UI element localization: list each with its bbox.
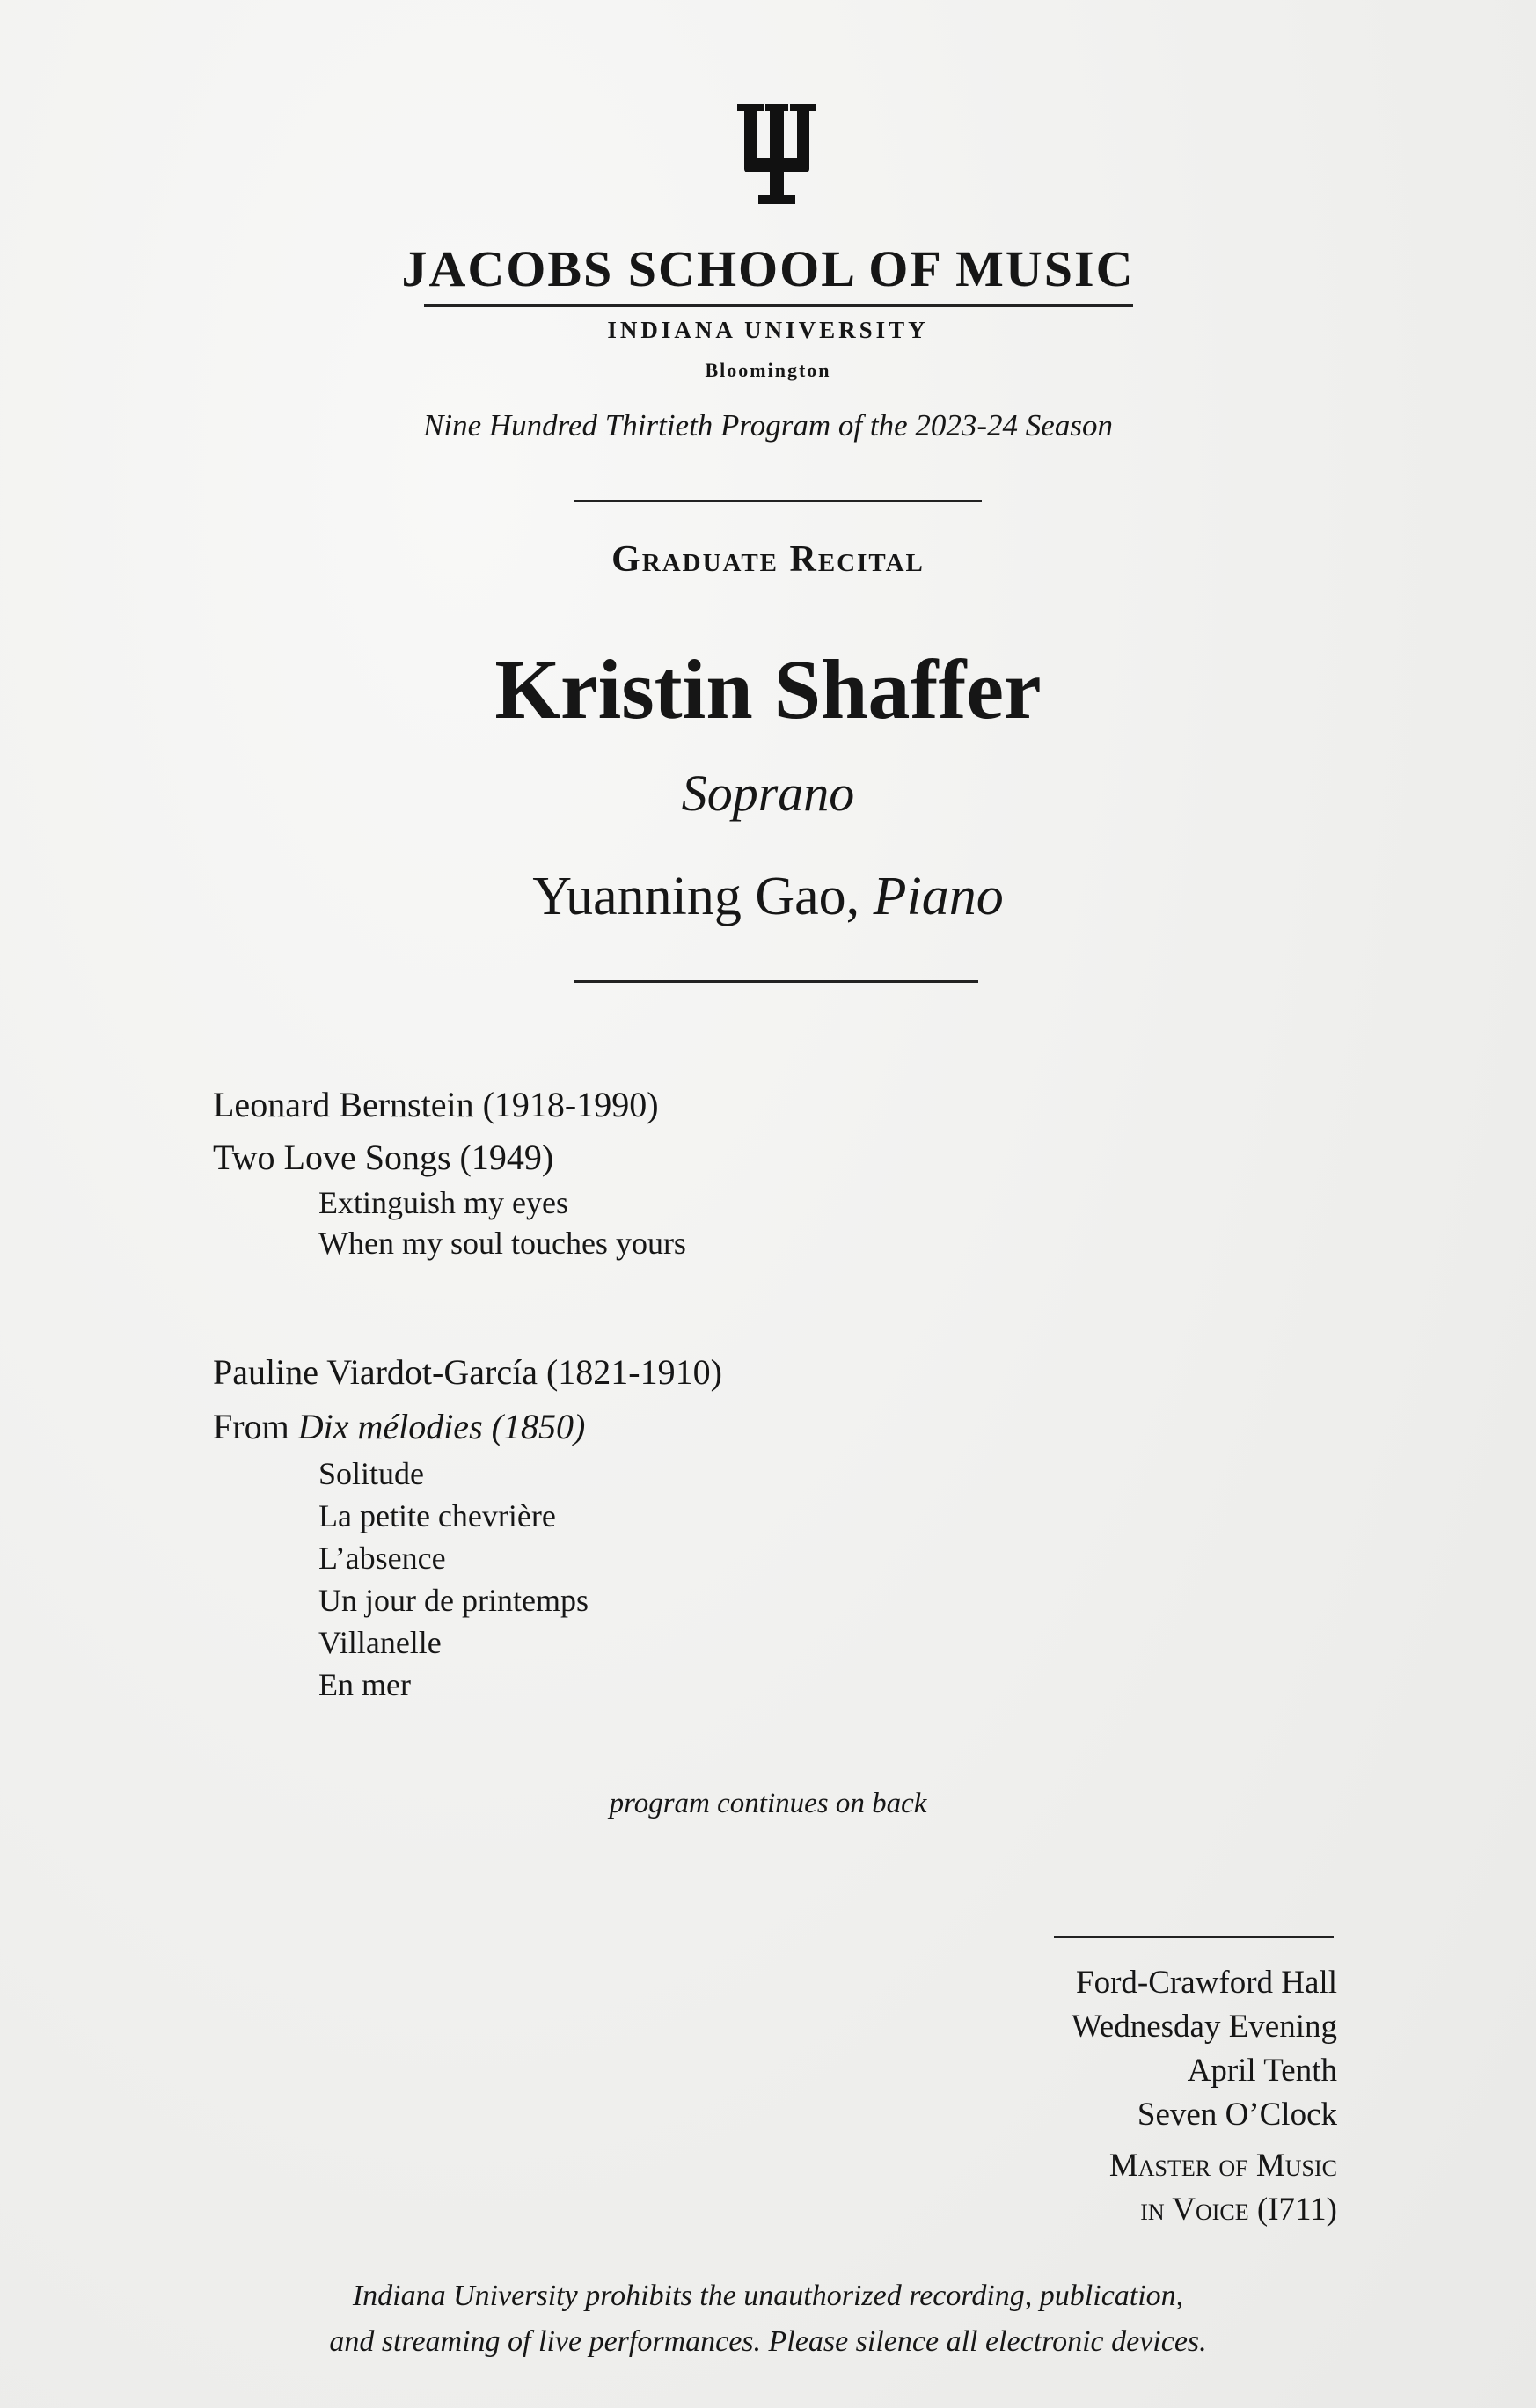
divider-top [574, 500, 982, 502]
piece: La petite chevrière [318, 1498, 556, 1533]
piece: Un jour de printemps [318, 1583, 589, 1618]
iu-trident-icon [737, 104, 816, 209]
accompanist-name: Yuanning Gao, [532, 867, 860, 926]
piece: Extinguish my eyes [318, 1185, 568, 1220]
piece: Solitude [318, 1456, 425, 1491]
piece: L’absence [318, 1541, 446, 1576]
university-name: INDIANA UNIVERSITY [607, 317, 929, 343]
accompanist-instrument: Piano [873, 867, 1004, 926]
venue-date: April Tenth [1187, 2053, 1337, 2089]
continues-note: program continues on back [609, 1788, 927, 1819]
venue-time: Seven O’Clock [1137, 2097, 1337, 2133]
venue-day: Wednesday Evening [1071, 2009, 1337, 2045]
divider-bottom [574, 980, 978, 983]
composer: Pauline Viardot-García (1821-1910) [213, 1352, 722, 1392]
school-name: JACOBS SCHOOL OF MUSIC [401, 240, 1135, 297]
work-title: Two Love Songs (1949) [213, 1138, 554, 1177]
accompanist [0, 866, 1536, 928]
notice-line-2: and streaming of live performances. Please silence all electronic devices. [329, 2325, 1207, 2358]
work-name: Dix mélodies (1850) [297, 1407, 586, 1446]
venue-divider [1054, 1936, 1334, 1938]
piece: En mer [318, 1667, 411, 1702]
school-underline [424, 304, 1133, 307]
work-prefix: From [213, 1407, 289, 1446]
piece: Villanelle [318, 1625, 442, 1660]
season-line: Nine Hundred Thirtieth Program of the 2023-24 Season [423, 408, 1113, 443]
performer-name: Kristin Shaffer [494, 642, 1042, 736]
venue-hall: Ford-Crawford Hall [1076, 1965, 1337, 2001]
performer-voice: Soprano [681, 765, 855, 822]
degree-line-2: in Voice (I711) [1140, 2192, 1337, 2228]
composer: Leonard Bernstein (1918-1990) [213, 1085, 659, 1124]
notice-line-1: Indiana University prohibits the unauthorized recording, publication, [352, 2280, 1184, 2312]
recital-type: Graduate Recital [611, 539, 925, 580]
campus-name: Bloomington [705, 359, 831, 381]
recording-notice [0, 2273, 1536, 2365]
work-title [213, 1406, 585, 1447]
piece: When my soul touches yours [318, 1226, 686, 1261]
degree-line-1: Master of Music [1108, 2148, 1337, 2184]
